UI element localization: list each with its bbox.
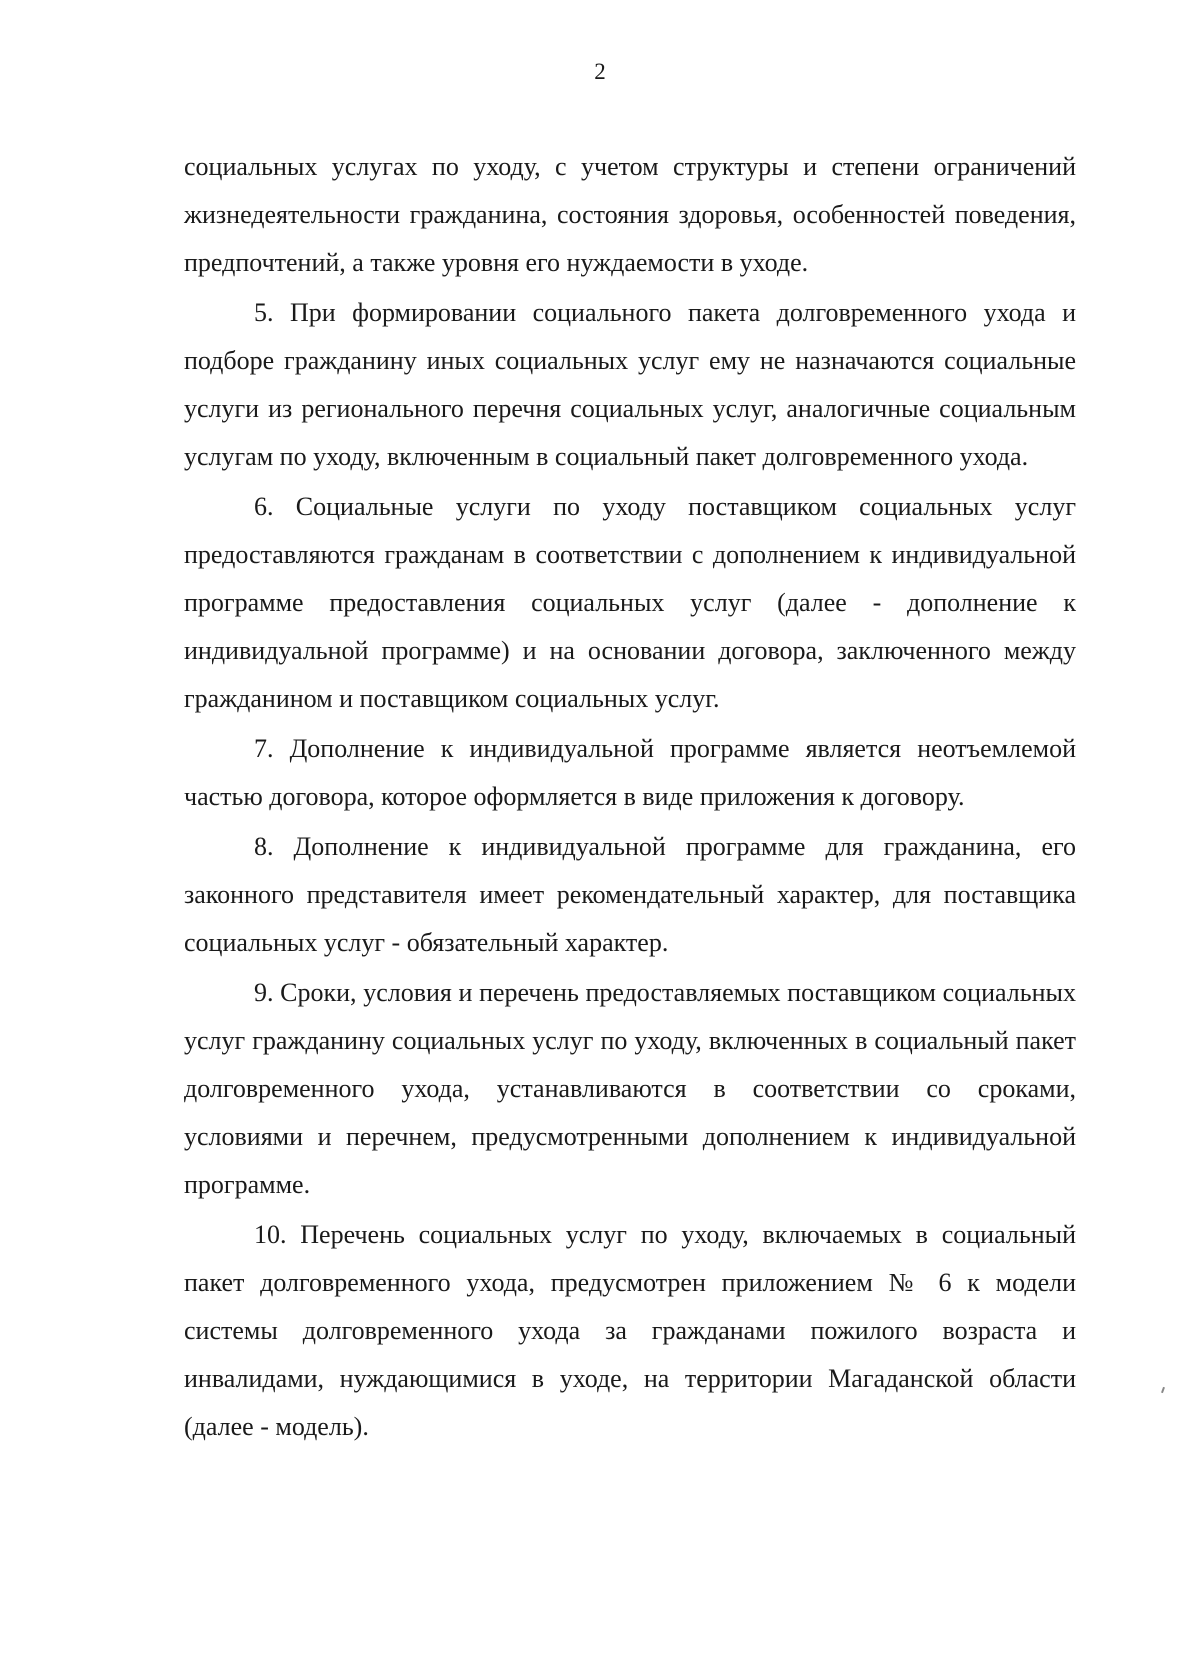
paragraph-item-5: 5. При формировании социального пакета долговременного ухода и подборе гражданину иных социальных услуг ему не назначаются социальные услуги из регионального перечня социальных услуг, аналогичные социальным услугам по уходу, включенным в социальный пакет долговременного ухода. bbox=[184, 298, 1076, 471]
paragraph-item-10: 10. Перечень социальных услуг по уходу, включаемых в социальный пакет долговременного ухода, предусмотрен приложением № 6 к модели системы долговременного ухода за гражданами пожилого возраста и инвалидами, нуждающимися в уходе, на территории Магаданской области (далее - модель). bbox=[184, 1220, 1076, 1441]
paragraph-item-8: 8. Дополнение к индивидуальной программе для гражданина, его законного представителя имеет рекомендательный характер, для поставщика социальных услуг - обязательный характер. bbox=[184, 832, 1076, 957]
scan-speck bbox=[1161, 1387, 1165, 1393]
paragraph-item-9: 9. Сроки, условия и перечень предоставляемых поставщиком социальных услуг гражданину социальных услуг по уходу, включенных в социальный пакет долговременного ухода, устанавливаются в соответствии со сроками, условиями и перечнем, предусмотренными дополнением к индивидуальной программе. bbox=[184, 978, 1076, 1199]
document-body bbox=[184, 143, 1076, 1453]
paragraph-item-7: 7. Дополнение к индивидуальной программе является неотъемлемой частью договора, которое оформляется в виде приложения к договору. bbox=[184, 734, 1076, 811]
page-number: 2 bbox=[594, 59, 606, 84]
paragraph-item-6: 6. Социальные услуги по уходу поставщиком социальных услуг предоставляются гражданам в соответствии с дополнением к индивидуальной программе предоставления социальных услуг (далее - дополнение к индивидуальной программе) и на основании договора, заключенного между гражданином и поставщиком социальных услуг. bbox=[184, 492, 1076, 713]
paragraph-continuation: социальных услугах по уходу, с учетом структуры и степени ограничений жизнедеятельности гражданина, состояния здоровья, особенностей поведения, предпочтений, а также уровня его нуждаемости в уходе. bbox=[184, 152, 1076, 277]
